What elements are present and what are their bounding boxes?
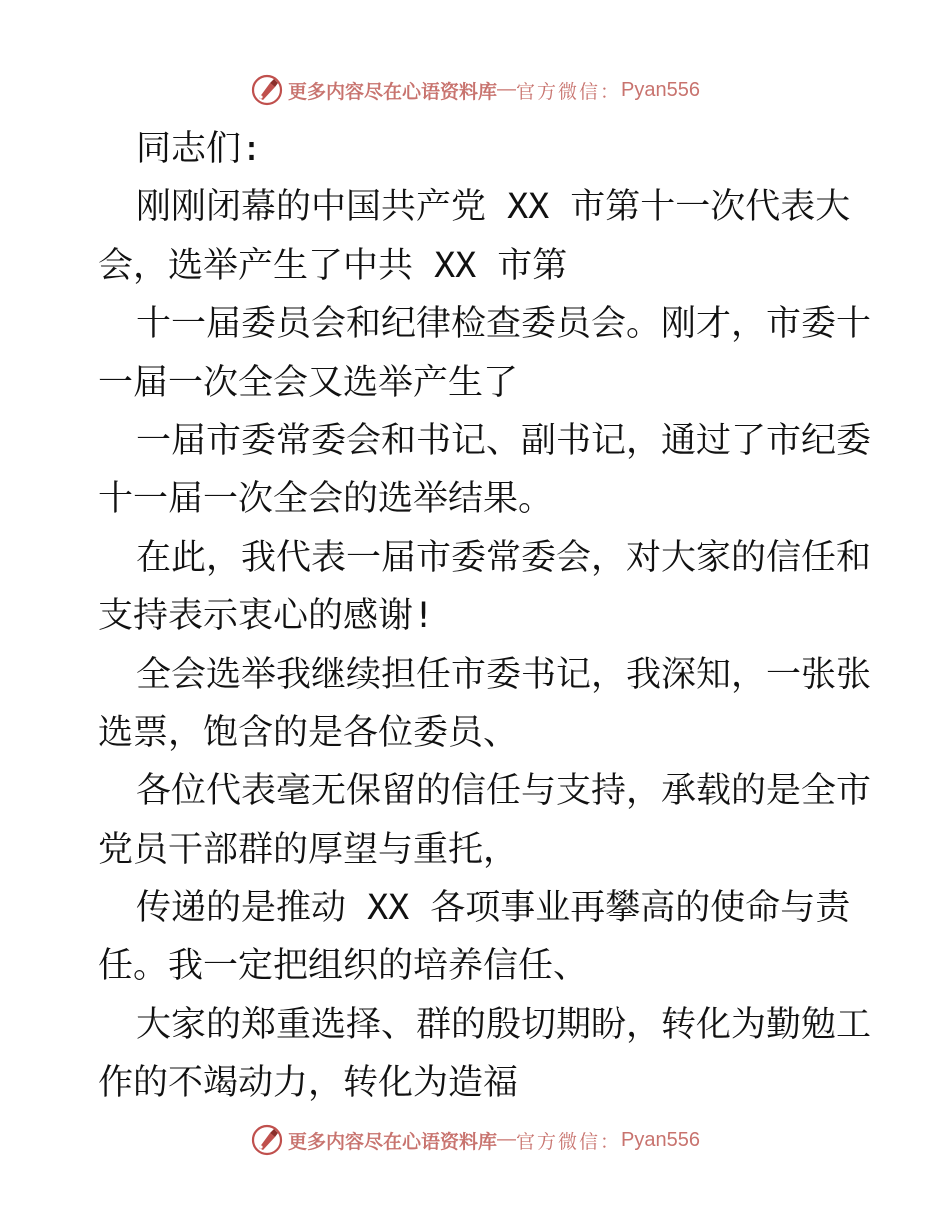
body-line: 各位代表毫无保留的信任与支持，承载的是全市: [136, 771, 872, 812]
body-line: 任。我一定把组织的培养信任、: [98, 946, 589, 987]
body-line: 同志们:: [136, 129, 263, 169]
body-line: 十一届委员会和纪律检查委员会。刚才，市委十: [136, 304, 872, 345]
body-line: 作的不竭动力，转化为造福: [98, 1063, 519, 1104]
watermark-wechat-id: Pyan556: [621, 1128, 700, 1151]
header-watermark: [0, 72, 950, 108]
pen-nib-logo-icon: [250, 73, 284, 107]
watermark-brand: 更多内容尽在心语资料库: [288, 1130, 498, 1153]
body-line: 传递的是推动 XX 各项事业再攀高的使命与责: [136, 888, 851, 929]
body-line: 一届一次全会又选举产生了: [98, 362, 519, 403]
watermark-wechat-id: Pyan556: [621, 78, 700, 101]
document-body: [98, 120, 872, 1113]
body-line: 全会选举我继续担任市委书记，我深知，一张张: [136, 654, 872, 695]
body-line: 选票，饱含的是各位委员、: [98, 712, 519, 753]
body-line: 在此，我代表一届市委常委会，对大家的信任和: [136, 537, 872, 578]
body-line: 十一届一次全会的选举结果。: [98, 479, 554, 520]
watermark-brand: 更多内容尽在心语资料库: [288, 80, 498, 103]
pen-nib-logo-icon: [250, 1123, 284, 1157]
watermark-official: 官方微信：: [516, 80, 622, 103]
body-line: 刚刚闭幕的中国共产党 XX 市第十一次代表大: [136, 187, 851, 228]
body-line: 支持表示衷心的感谢!: [98, 596, 435, 637]
body-line: 会，选举产生了中共 XX 市第: [98, 245, 568, 286]
body-line: 党员干部群的厚望与重托，: [98, 829, 519, 870]
watermark-dash: —: [497, 1129, 517, 1150]
body-line: 大家的郑重选择、群的殷切期盼，转化为勤勉工: [136, 1004, 872, 1045]
footer-watermark: [0, 1122, 950, 1158]
watermark-official: 官方微信：: [516, 1130, 622, 1153]
body-line: 一届市委常委会和书记、副书记，通过了市纪委: [136, 420, 872, 461]
watermark-dash: —: [497, 79, 517, 100]
